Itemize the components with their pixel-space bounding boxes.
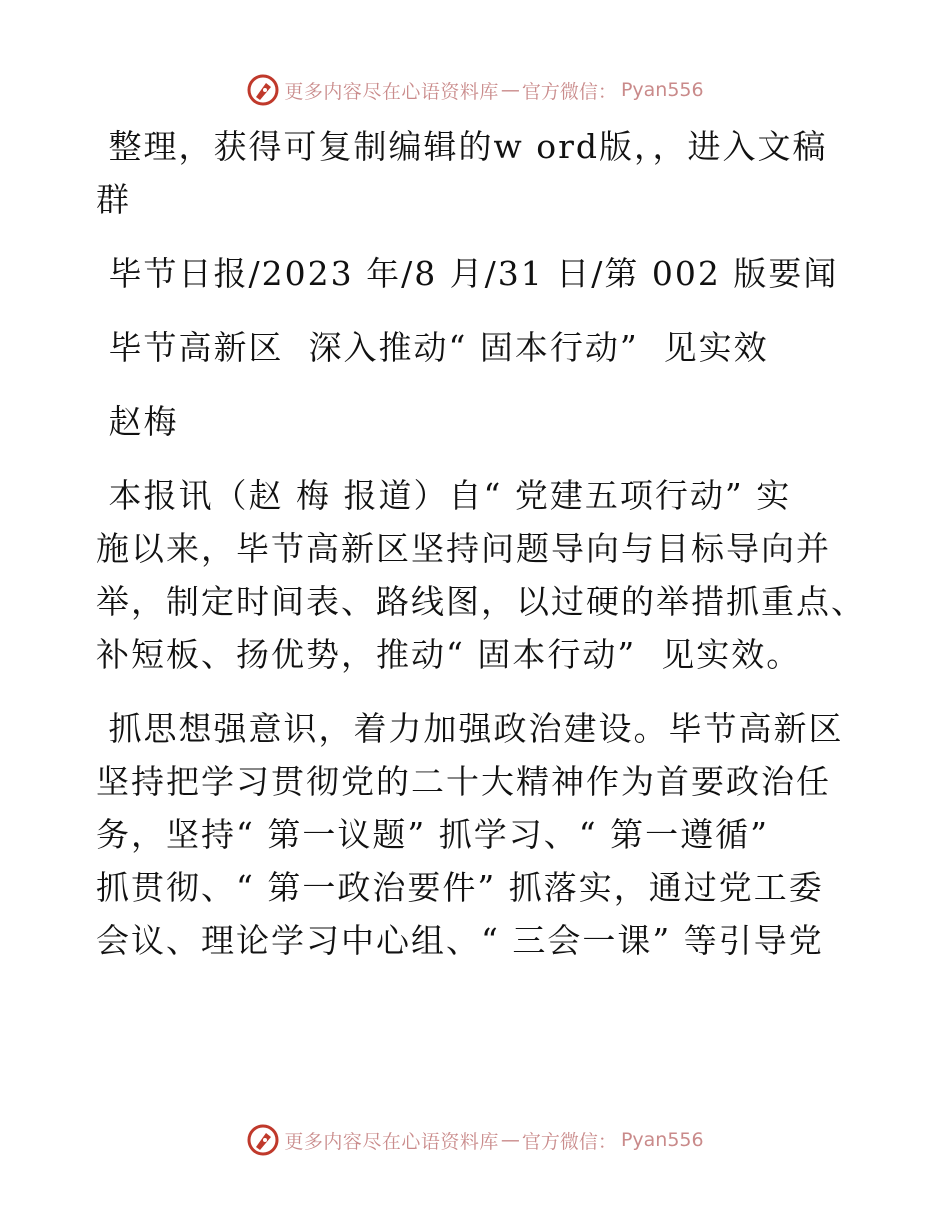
intro-paragraph: [96, 120, 856, 226]
text-line: 会议、理论学习中心组、“ 三会一课” 等引导党: [96, 921, 824, 960]
banner-wechat-handle: Pyan556: [620, 1129, 704, 1151]
article-title: 毕节高新区 深入推动“ 固本行动” 见实效: [96, 328, 769, 367]
text-line: 务，坚持“ 第一议题” 抓学习、“ 第一遵循”: [96, 815, 769, 854]
banner-wechat-handle: Pyan556: [620, 79, 704, 101]
author-name: 赵梅: [96, 402, 179, 441]
banner-site-name: 更多内容尽在心语资料库: [284, 1130, 499, 1153]
banner-wechat-label: 官方微信：: [521, 80, 617, 103]
banner-wechat-label: 官方微信：: [521, 1130, 617, 1153]
text-line: 补短板、扬优势，推动“ 固本行动” 见实效。: [96, 635, 802, 674]
pen-nib-logo-icon: [246, 1123, 280, 1157]
text-line: 本报讯（赵 梅 报道）自“ 党建五项行动” 实: [96, 476, 792, 515]
text-line: 群: [96, 180, 131, 219]
banner-dash: —: [500, 1129, 520, 1151]
footer-banner: [0, 1120, 950, 1160]
text-line: 整理，获得可复制编辑的w ord版，，进入文稿: [96, 127, 828, 166]
lead-paragraph: [96, 469, 866, 681]
banner-site-name: 更多内容尽在心语资料库: [284, 80, 499, 103]
body-paragraph: [96, 702, 856, 967]
text-line: 施以来，毕节高新区坚持问题导向与目标导向并: [96, 529, 831, 568]
header-banner: [0, 70, 950, 110]
text-line: 坚持把学习贯彻党的二十大精神作为首要政治任: [96, 762, 831, 801]
banner-dash: —: [500, 79, 520, 101]
pen-nib-logo-icon: [246, 73, 280, 107]
text-line: 举，制定时间表、路线图，以过硬的举措抓重点、: [96, 582, 866, 621]
text-line: 抓思想强意识，着力加强政治建设。毕节高新区: [96, 709, 844, 748]
document-body: [96, 120, 866, 967]
text-line: 抓贯彻、“ 第一政治要件” 抓落实，通过党工委: [96, 868, 824, 907]
source-line: 毕节日报/2023 年/8 月/31 日/第 002 版要闻: [96, 254, 839, 293]
